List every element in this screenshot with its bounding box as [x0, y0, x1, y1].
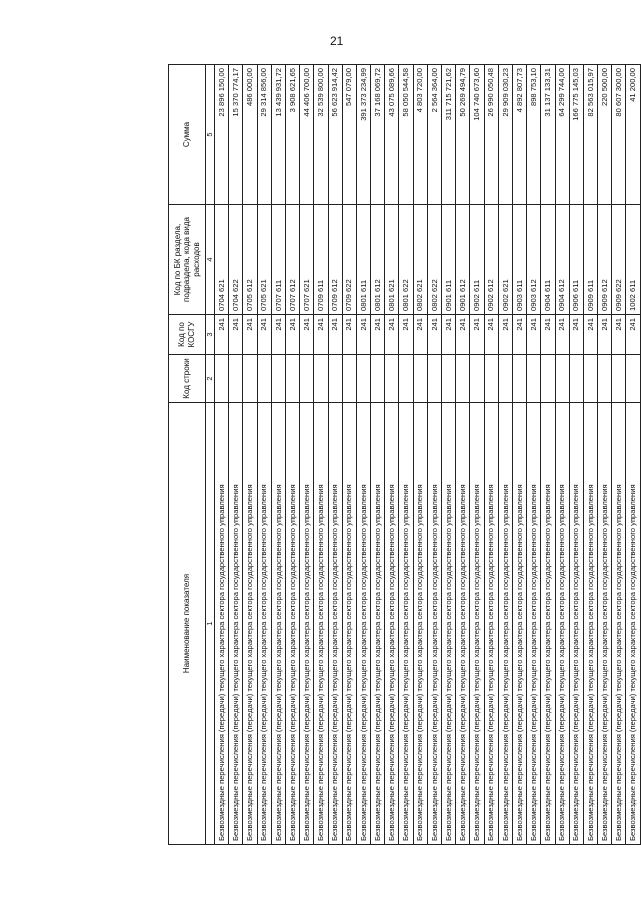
row-amount-cell: 80 607 300,00: [612, 65, 626, 205]
row-bk-code-cell: 0707 612: [285, 205, 299, 315]
row-line-code-cell: [427, 355, 441, 403]
table-row: [399, 65, 413, 845]
row-name-cell: Безвозмездные перечисления (передачи) текущего характера сектора государственного управления: [243, 403, 257, 845]
row-kosgu-cell: 241: [512, 315, 526, 355]
row-amount-cell: 31 137 133,31: [541, 65, 555, 205]
row-amount-cell: 43 075 089,66: [385, 65, 399, 205]
row-bk-code-cell: 0801 611: [356, 205, 370, 315]
row-amount-cell: 166 775 145,03: [569, 65, 583, 205]
table-body: [215, 65, 641, 845]
row-line-code-cell: [285, 355, 299, 403]
row-bk-code-cell: 0709 612: [328, 205, 342, 315]
row-name-cell: Безвозмездные перечисления (передачи) текущего характера сектора государственного управления: [356, 403, 370, 845]
row-kosgu-cell: 241: [569, 315, 583, 355]
row-name-cell: Безвозмездные перечисления (передачи) текущего характера сектора государственного управления: [583, 403, 597, 845]
column-number: 4: [206, 205, 215, 315]
table-row: [598, 65, 612, 845]
row-name-cell: Безвозмездные перечисления (передачи) текущего характера сектора государственного управления: [215, 403, 229, 845]
row-bk-code-cell: 0709 622: [342, 205, 356, 315]
row-amount-cell: 311 715 721,62: [442, 65, 456, 205]
row-line-code-cell: [569, 355, 583, 403]
row-bk-code-cell: 0909 622: [612, 205, 626, 315]
row-amount-cell: 15 370 774,17: [229, 65, 243, 205]
row-kosgu-cell: 241: [399, 315, 413, 355]
table-row: [371, 65, 385, 845]
row-name-cell: Безвозмездные перечисления (передачи) текущего характера сектора государственного управления: [399, 403, 413, 845]
table-row: [442, 65, 456, 845]
row-line-code-cell: [356, 355, 370, 403]
row-kosgu-cell: 241: [484, 315, 498, 355]
table-row: [427, 65, 441, 845]
table-row: [229, 65, 243, 845]
row-line-code-cell: [512, 355, 526, 403]
row-kosgu-cell: 241: [215, 315, 229, 355]
row-line-code-cell: [385, 355, 399, 403]
row-kosgu-cell: 241: [342, 315, 356, 355]
row-name-cell: Безвозмездные перечисления (передачи) текущего характера сектора государственного управления: [300, 403, 314, 845]
row-bk-code-cell: 1002 611: [626, 205, 640, 315]
row-kosgu-cell: 241: [243, 315, 257, 355]
row-name-cell: Безвозмездные перечисления (передачи) текущего характера сектора государственного управления: [427, 403, 441, 845]
row-name-cell: Безвозмездные перечисления (передачи) текущего характера сектора государственного управления: [285, 403, 299, 845]
row-kosgu-cell: 241: [626, 315, 640, 355]
table-row: [456, 65, 470, 845]
row-line-code-cell: [328, 355, 342, 403]
row-kosgu-cell: 241: [413, 315, 427, 355]
row-name-cell: Безвозмездные перечисления (передачи) текущего характера сектора государственного управления: [598, 403, 612, 845]
header-amount: Сумма: [169, 65, 206, 205]
row-kosgu-cell: 241: [527, 315, 541, 355]
row-bk-code-cell: 0901 612: [456, 205, 470, 315]
table-row: [385, 65, 399, 845]
row-amount-cell: 41 200,00: [626, 65, 640, 205]
table-row: [498, 65, 512, 845]
row-kosgu-cell: 241: [555, 315, 569, 355]
table-row: [512, 65, 526, 845]
row-name-cell: Безвозмездные перечисления (передачи) текущего характера сектора государственного управления: [541, 403, 555, 845]
row-amount-cell: 50 269 494,79: [456, 65, 470, 205]
header-bk-code: Код по БК раздела, подраздела, кода вида расходов: [169, 205, 206, 315]
row-kosgu-cell: 241: [271, 315, 285, 355]
row-amount-cell: 56 623 914,42: [328, 65, 342, 205]
row-amount-cell: 82 563 015,97: [583, 65, 597, 205]
row-bk-code-cell: 0904 612: [555, 205, 569, 315]
row-kosgu-cell: 241: [442, 315, 456, 355]
row-bk-code-cell: 0707 621: [300, 205, 314, 315]
row-kosgu-cell: 241: [371, 315, 385, 355]
row-line-code-cell: [215, 355, 229, 403]
row-line-code-cell: [399, 355, 413, 403]
row-line-code-cell: [626, 355, 640, 403]
row-line-code-cell: [583, 355, 597, 403]
row-line-code-cell: [498, 355, 512, 403]
row-name-cell: Безвозмездные перечисления (передачи) текущего характера сектора государственного управления: [512, 403, 526, 845]
row-bk-code-cell: 0904 611: [541, 205, 555, 315]
row-bk-code-cell: 0704 622: [229, 205, 243, 315]
row-line-code-cell: [442, 355, 456, 403]
row-bk-code-cell: 0705 621: [257, 205, 271, 315]
row-name-cell: Безвозмездные перечисления (передачи) текущего характера сектора государственного управления: [527, 403, 541, 845]
row-bk-code-cell: 0902 621: [498, 205, 512, 315]
row-amount-cell: 898 753,10: [527, 65, 541, 205]
row-name-cell: Безвозмездные перечисления (передачи) текущего характера сектора государственного управления: [626, 403, 640, 845]
row-line-code-cell: [413, 355, 427, 403]
row-bk-code-cell: 0902 611: [470, 205, 484, 315]
report-table: [168, 64, 641, 845]
table-row: [257, 65, 271, 845]
table-row: [356, 65, 370, 845]
row-amount-cell: 29 909 030,23: [498, 65, 512, 205]
header-name: Наименование показателя: [169, 403, 206, 845]
row-amount-cell: 44 406 700,00: [300, 65, 314, 205]
row-bk-code-cell: 0801 622: [399, 205, 413, 315]
row-line-code-cell: [470, 355, 484, 403]
row-amount-cell: 3 908 621,65: [285, 65, 299, 205]
row-kosgu-cell: 241: [356, 315, 370, 355]
row-name-cell: Безвозмездные перечисления (передачи) текущего характера сектора государственного управления: [612, 403, 626, 845]
row-name-cell: Безвозмездные перечисления (передачи) текущего характера сектора государственного управления: [413, 403, 427, 845]
row-line-code-cell: [342, 355, 356, 403]
row-bk-code-cell: 0705 612: [243, 205, 257, 315]
row-line-code-cell: [314, 355, 328, 403]
row-bk-code-cell: 0903 612: [527, 205, 541, 315]
table-row: [328, 65, 342, 845]
row-kosgu-cell: 241: [314, 315, 328, 355]
row-name-cell: Безвозмездные перечисления (передачи) текущего характера сектора государственного управления: [569, 403, 583, 845]
column-number: 1: [206, 403, 215, 845]
row-kosgu-cell: 241: [470, 315, 484, 355]
row-amount-cell: 4 892 807,73: [512, 65, 526, 205]
row-amount-cell: 37 168 069,72: [371, 65, 385, 205]
row-amount-cell: 58 050 544,58: [399, 65, 413, 205]
row-name-cell: Безвозмездные перечисления (передачи) текущего характера сектора государственного управления: [498, 403, 512, 845]
row-amount-cell: 29 314 856,00: [257, 65, 271, 205]
row-amount-cell: 23 896 150,00: [215, 65, 229, 205]
row-line-code-cell: [555, 355, 569, 403]
row-amount-cell: 104 740 673,60: [470, 65, 484, 205]
row-kosgu-cell: 241: [541, 315, 555, 355]
row-name-cell: Безвозмездные перечисления (передачи) текущего характера сектора государственного управления: [442, 403, 456, 845]
row-name-cell: Безвозмездные перечисления (передачи) текущего характера сектора государственного управления: [385, 403, 399, 845]
header-line-code: Код строки: [169, 355, 206, 403]
table-row: [527, 65, 541, 845]
row-name-cell: Безвозмездные перечисления (передачи) текущего характера сектора государственного управления: [456, 403, 470, 845]
table-row: [215, 65, 229, 845]
column-number: 3: [206, 315, 215, 355]
header-row: [169, 65, 206, 845]
row-line-code-cell: [456, 355, 470, 403]
row-line-code-cell: [541, 355, 555, 403]
table-row: [583, 65, 597, 845]
row-line-code-cell: [271, 355, 285, 403]
row-kosgu-cell: 241: [612, 315, 626, 355]
row-bk-code-cell: 0801 621: [385, 205, 399, 315]
row-kosgu-cell: 241: [229, 315, 243, 355]
row-name-cell: Безвозмездные перечисления (передачи) текущего характера сектора государственного управления: [257, 403, 271, 845]
row-kosgu-cell: 241: [328, 315, 342, 355]
report-table-frame: [168, 65, 638, 845]
table-row: [541, 65, 555, 845]
row-amount-cell: 32 539 800,00: [314, 65, 328, 205]
header-kosgu: Код по КОСГУ: [169, 315, 206, 355]
table-row: [612, 65, 626, 845]
row-bk-code-cell: 0903 611: [512, 205, 526, 315]
row-amount-cell: 486 000,00: [243, 65, 257, 205]
page-number: 21: [330, 34, 344, 48]
row-kosgu-cell: 241: [498, 315, 512, 355]
row-kosgu-cell: 241: [456, 315, 470, 355]
row-kosgu-cell: 241: [257, 315, 271, 355]
table-row: [342, 65, 356, 845]
row-amount-cell: 391 373 234,99: [356, 65, 370, 205]
row-bk-code-cell: 0707 611: [271, 205, 285, 315]
table-row: [484, 65, 498, 845]
row-line-code-cell: [229, 355, 243, 403]
table-row: [300, 65, 314, 845]
row-name-cell: Безвозмездные перечисления (передачи) текущего характера сектора государственного управления: [229, 403, 243, 845]
column-numbers-row: [206, 65, 215, 845]
row-line-code-cell: [257, 355, 271, 403]
row-bk-code-cell: 0802 621: [413, 205, 427, 315]
row-name-cell: Безвозмездные перечисления (передачи) текущего характера сектора государственного управления: [371, 403, 385, 845]
row-amount-cell: 64 299 744,00: [555, 65, 569, 205]
table-row: [271, 65, 285, 845]
row-name-cell: Безвозмездные перечисления (передачи) текущего характера сектора государственного управления: [470, 403, 484, 845]
row-amount-cell: 220 500,00: [598, 65, 612, 205]
row-kosgu-cell: 241: [598, 315, 612, 355]
table-row: [314, 65, 328, 845]
row-amount-cell: 547 079,00: [342, 65, 356, 205]
row-line-code-cell: [371, 355, 385, 403]
row-bk-code-cell: 0902 612: [484, 205, 498, 315]
row-name-cell: Безвозмездные перечисления (передачи) текущего характера сектора государственного управления: [328, 403, 342, 845]
table-row: [413, 65, 427, 845]
table-row: [555, 65, 569, 845]
row-bk-code-cell: 0802 622: [427, 205, 441, 315]
row-kosgu-cell: 241: [583, 315, 597, 355]
row-line-code-cell: [300, 355, 314, 403]
row-kosgu-cell: 241: [385, 315, 399, 355]
row-bk-code-cell: 0801 612: [371, 205, 385, 315]
row-bk-code-cell: 0709 611: [314, 205, 328, 315]
row-kosgu-cell: 241: [300, 315, 314, 355]
table-row: [569, 65, 583, 845]
row-line-code-cell: [612, 355, 626, 403]
row-kosgu-cell: 241: [285, 315, 299, 355]
row-line-code-cell: [527, 355, 541, 403]
row-bk-code-cell: 0909 612: [598, 205, 612, 315]
row-amount-cell: 2 564 364,00: [427, 65, 441, 205]
report-table-rotated: [168, 65, 638, 845]
row-bk-code-cell: 0901 611: [442, 205, 456, 315]
row-name-cell: Безвозмездные перечисления (передачи) текущего характера сектора государственного управления: [271, 403, 285, 845]
row-bk-code-cell: 0704 621: [215, 205, 229, 315]
row-amount-cell: 26 990 050,48: [484, 65, 498, 205]
row-name-cell: Безвозмездные перечисления (передачи) текущего характера сектора государственного управления: [314, 403, 328, 845]
table-row: [243, 65, 257, 845]
row-kosgu-cell: 241: [427, 315, 441, 355]
row-line-code-cell: [598, 355, 612, 403]
row-amount-cell: 4 803 720,00: [413, 65, 427, 205]
row-line-code-cell: [243, 355, 257, 403]
row-bk-code-cell: 0909 611: [583, 205, 597, 315]
row-name-cell: Безвозмездные перечисления (передачи) текущего характера сектора государственного управления: [555, 403, 569, 845]
row-line-code-cell: [484, 355, 498, 403]
row-amount-cell: 13 439 931,72: [271, 65, 285, 205]
table-row: [626, 65, 640, 845]
column-number: 2: [206, 355, 215, 403]
table-row: [470, 65, 484, 845]
column-number: 5: [206, 65, 215, 205]
row-name-cell: Безвозмездные перечисления (передачи) текущего характера сектора государственного управления: [342, 403, 356, 845]
table-row: [285, 65, 299, 845]
row-name-cell: Безвозмездные перечисления (передачи) текущего характера сектора государственного управления: [484, 403, 498, 845]
row-bk-code-cell: 0906 611: [569, 205, 583, 315]
